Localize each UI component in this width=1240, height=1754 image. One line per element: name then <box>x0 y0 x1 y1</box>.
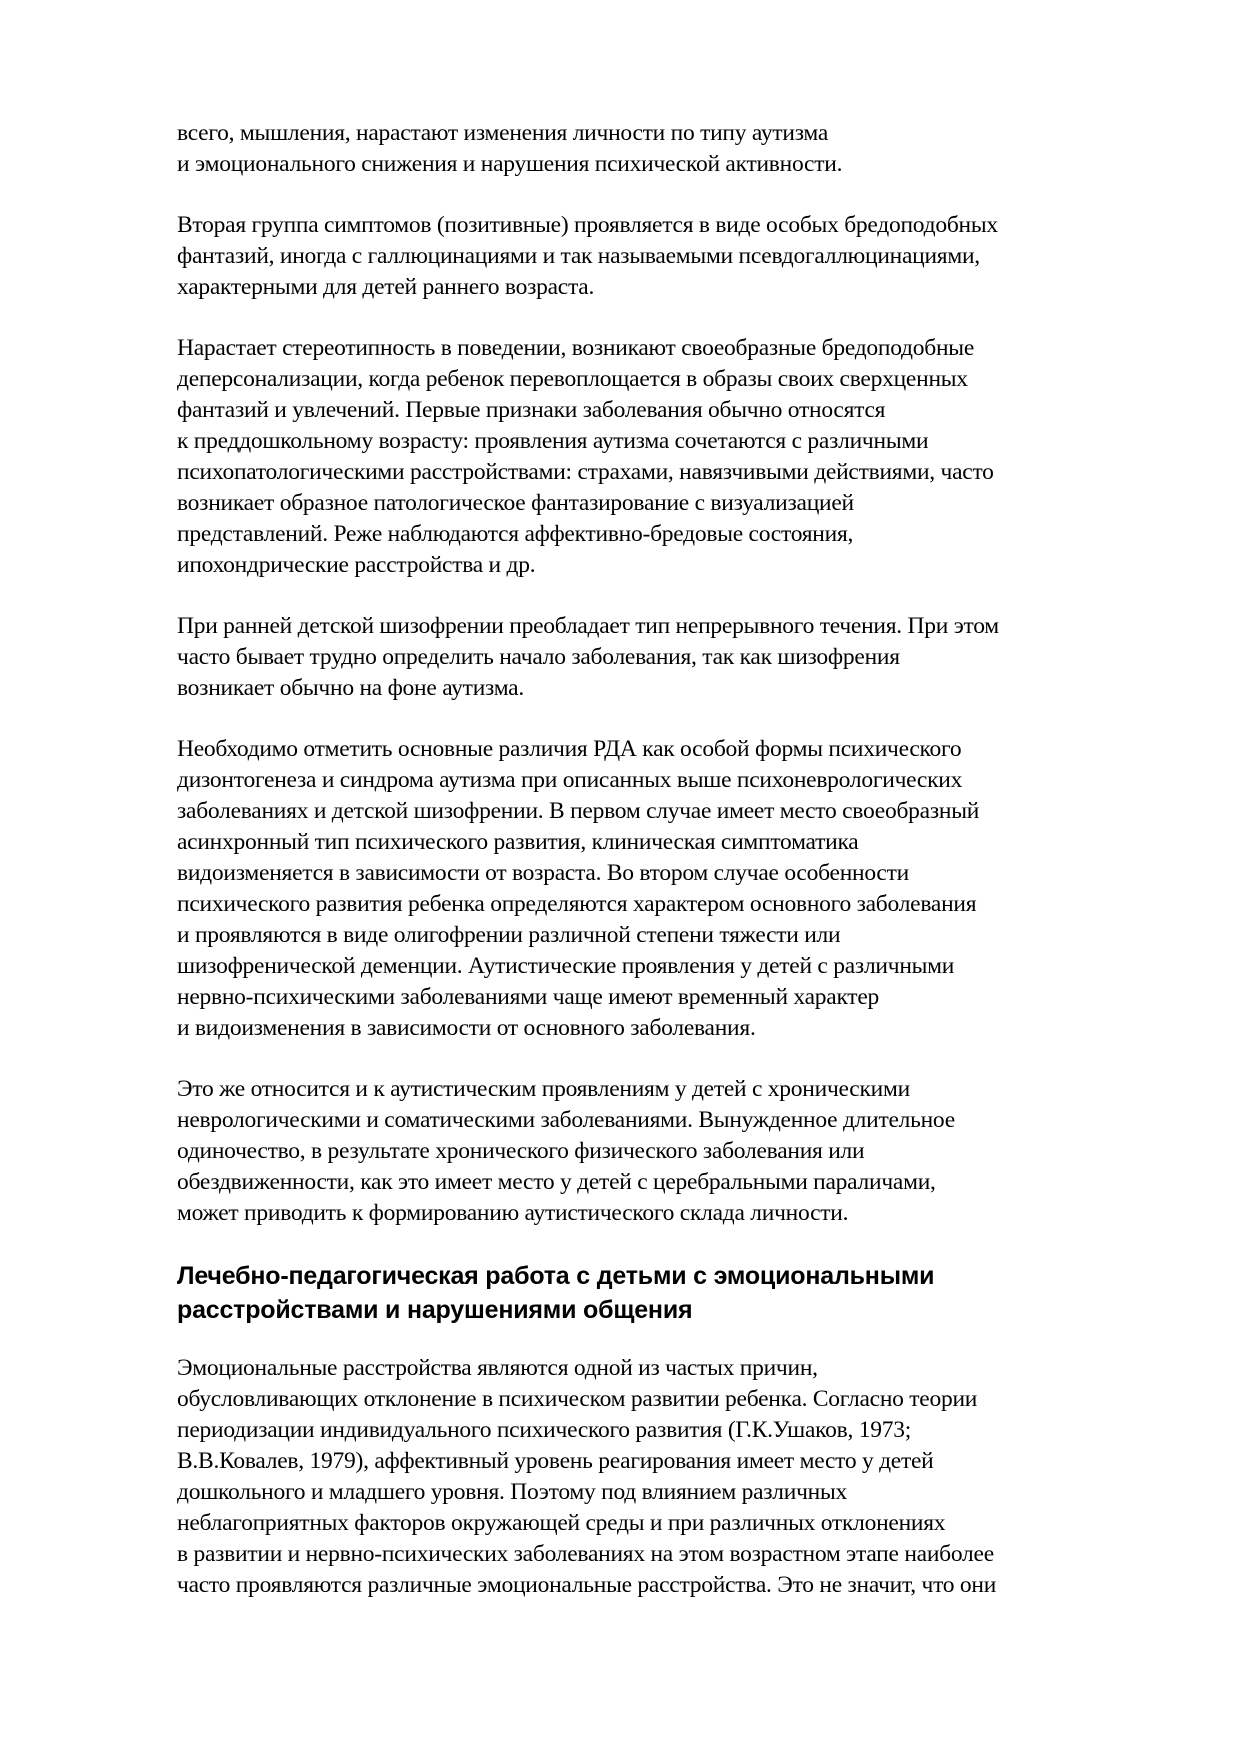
text-line: в развитии и нервно-психических заболеваниях на этом возрастном этапе наиболее <box>177 1541 994 1567</box>
text-line: часто проявляются различные эмоциональные расстройства. Это не значит, что они <box>177 1572 997 1598</box>
heading-line: Лечебно-педагогическая работа с детьми с эмоциональными <box>177 1262 935 1290</box>
paragraph-emotional-disorders <box>177 1353 1177 1601</box>
text-line: заболеваниях и детской шизофрении. В первом случае имеет место своеобразный <box>177 798 980 824</box>
text-line: характерными для детей раннего возраста. <box>177 274 595 300</box>
text-line: психического развития ребенка определяются характером основного заболевания <box>177 891 977 917</box>
text-line: и видоизменения в зависимости от основного заболевания. <box>177 1015 756 1041</box>
text-line: обездвиженности, как это имеет место у детей с церебральными параличами, <box>177 1169 936 1195</box>
text-line: дошкольного и младшего уровня. Поэтому под влиянием различных <box>177 1479 848 1505</box>
text-line: психопатологическими расстройствами: страхами, навязчивыми действиями, часто <box>177 459 994 485</box>
text-line: При ранней детской шизофрении преобладает тип непрерывного течения. При этом <box>177 613 999 639</box>
text-line: одиночество, в результате хронического физического заболевания или <box>177 1138 865 1164</box>
text-line: всего, мышления, нарастают изменения личности по типу аутизма <box>177 120 829 146</box>
text-line: видоизменяется в зависимости от возраста. Во втором случае особенности <box>177 860 909 886</box>
paragraph-continuation <box>177 118 1177 180</box>
text-line: возникает образное патологическое фантазирование с визуализацией <box>177 490 854 516</box>
text-line: Это же относится и к аутистическим проявлениям у детей с хроническими <box>177 1076 910 1102</box>
heading-line: расстройствами и нарушениями общения <box>177 1296 693 1324</box>
text-line: Необходимо отметить основные различия РДА как особой формы психического <box>177 736 962 762</box>
text-line: обусловливающих отклонение в психическом развитии ребенка. Согласно теории <box>177 1386 978 1412</box>
text-line: В.В.Ковалев, 1979), аффективный уровень реагирования имеет место у детей <box>177 1448 934 1474</box>
text-line: и проявляются в виде олигофрении различной степени тяжести или <box>177 922 841 948</box>
section-heading <box>177 1259 1177 1327</box>
text-line: и эмоционального снижения и нарушения психической активности. <box>177 151 843 177</box>
paragraph-chronic-conditions <box>177 1074 1177 1229</box>
text-line: возникает обычно на фоне аутизма. <box>177 675 524 701</box>
text-line: шизофренической деменции. Аутистические проявления у детей с различными <box>177 953 955 979</box>
text-line: асинхронный тип психического развития, клиническая симптоматика <box>177 829 859 855</box>
text-line: фантазий и увлечений. Первые признаки заболевания обычно относятся <box>177 397 886 423</box>
text-line: к преддошкольному возрасту: проявления аутизма сочетаются с различными <box>177 428 929 454</box>
paragraph-stereotypy <box>177 333 1177 581</box>
text-line: периодизации индивидуального психического развития (Г.К.Ушаков, 1973; <box>177 1417 911 1443</box>
text-line: фантазий, иногда с галлюцинациями и так называемыми псевдогаллюцинациями, <box>177 243 980 269</box>
text-line: деперсонализации, когда ребенок перевоплощается в образы своих сверхценных <box>177 366 968 392</box>
text-line: представлений. Реже наблюдаются аффективно-бредовые состояния, <box>177 521 854 547</box>
text-line: неблагоприятных факторов окружающей среды и при различных отклонениях <box>177 1510 946 1536</box>
text-line: дизонтогенеза и синдрома аутизма при описанных выше психоневрологических <box>177 767 963 793</box>
text-line: неврологическими и соматическими заболеваниями. Вынужденное длительное <box>177 1107 955 1133</box>
paragraph-positive-symptoms <box>177 210 1177 303</box>
paragraph-early-schizophrenia <box>177 611 1177 704</box>
text-line: может приводить к формированию аутистического склада личности. <box>177 1200 849 1226</box>
text-line: Вторая группа симптомов (позитивные) проявляется в виде особых бредоподобных <box>177 212 998 238</box>
text-line: Нарастает стереотипность в поведении, возникают своеобразные бредоподобные <box>177 335 975 361</box>
text-line: Эмоциональные расстройства являются одной из частых причин, <box>177 1355 818 1381</box>
text-line: нервно-психическими заболеваниями чаще имеют временный характер <box>177 984 880 1010</box>
text-line: ипохондрические расстройства и др. <box>177 552 536 578</box>
text-line: часто бывает трудно определить начало заболевания, так как шизофрения <box>177 644 900 670</box>
paragraph-rda-differences <box>177 734 1177 1044</box>
document-page <box>177 118 1177 1631</box>
